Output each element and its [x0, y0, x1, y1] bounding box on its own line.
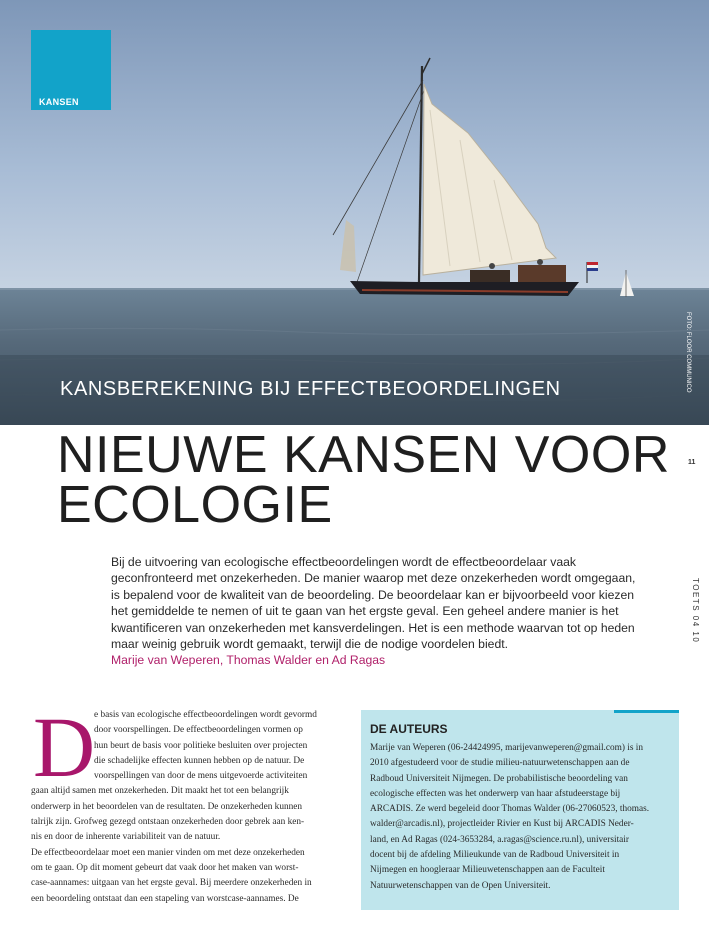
author-byline: Marije van Weperen, Thomas Walder en Ad Ragas: [111, 653, 386, 668]
article-kicker: KANSBEREKENING BIJ EFFECTBEOORDELINGEN: [60, 378, 561, 400]
body-column: [31, 708, 347, 907]
box-line: 2010 afgestudeerd voor de studie milieu-natuurwetenschappen aan de: [370, 758, 630, 769]
box-line: land, en Ad Ragas (024-3653284, a.ragas@science.ru.nl), universitair: [370, 834, 629, 845]
page-number: 11: [688, 459, 696, 466]
section-tag-label: KANSEN: [39, 97, 79, 107]
body-line: die schadelijke effecten kunnen hebben op de natuur. De: [94, 755, 305, 766]
box-line: ecologische effecten was het onderwerp van haar afstudeerstage bij: [370, 788, 621, 799]
drop-cap: D: [33, 699, 96, 795]
authors-box-title: DE AUTEURS: [370, 722, 448, 736]
box-line: Marije van Weperen (06-24424995, marijevanweperen@gmail.com) is in: [370, 743, 644, 753]
body-line: case-aannames: uitgaan van het ergste geval. Bij meerdere onzekerheden in: [31, 878, 312, 889]
box-line: docent bij de afdeling Milieukunde van de Radboud Universiteit in: [370, 850, 620, 861]
body-line: voorspellingen van door de mens uitgevoerde activiteiten: [94, 771, 308, 782]
headline-line-1: NIEUWE KANSEN VOOR: [57, 426, 670, 484]
section-tag: [31, 30, 111, 110]
article-headline: [57, 426, 670, 534]
body-line: onderwerp in het beoordelen van de resultaten. De onzekerheden kunnen: [31, 801, 303, 812]
body-line: een beoordeling ontstaat dan een stapeling van worstcase-aannames. De: [31, 893, 299, 904]
body-line: De effectbeoordelaar moet een manier vinden om met deze onzekerheden: [31, 847, 305, 858]
body-line: gaan altijd samen met onzekerheden. Dit maakt het tot een belangrijk: [31, 786, 289, 797]
intro-paragraph: [111, 554, 646, 669]
body-line: om te gaan. Op dit moment gebeurt dat vaak door het maken van worst-: [31, 862, 299, 873]
journal-label: [692, 578, 702, 668]
photo-credit-text: FOTO: FLOOR COMMUNICO: [685, 312, 691, 393]
intro-text: Bij de uitvoering van ecologische effectbeoordelingen wordt de effectbeoordelaar vaak geconfronteerd met onzekerheden. De manier waarop met deze onzekerheden wordt omgegaan, is bepalend voor de kwaliteit van de beoordeling. De beoordelaar kan er bijvoorbeeld voor kiezen het gemiddelde te nemen of uit te gaan van het ergste geval. Een geheel andere manier is het kwantificeren van onzekerheden met kansverdelingen. Het is een methode waarvan tot op heden maar weinig gebruik wordt gemaakt, terwijl die de nodige voordelen biedt.: [111, 555, 636, 652]
authors-box: [361, 710, 679, 910]
box-line: ARCADIS. Ze werd begeleid door Thomas Walder (06-27060523, thomas.: [370, 804, 650, 815]
headline-line-2: ECOLOGIE: [57, 476, 333, 534]
box-line: walder@arcadis.nl), projectleider Rivier en Kust bij ARCADIS Neder-: [370, 819, 634, 830]
body-line: talrijk zijn. Grofweg gezegd ontstaan onzekerheden door gebrek aan ken-: [31, 817, 305, 828]
box-line: Natuurwetenschappen van de Open Universiteit.: [370, 880, 551, 891]
box-line: Nijmegen en hoogleraar Milieuwetenschappen aan de Faculteit: [370, 865, 605, 876]
authors-box-text: [370, 741, 670, 894]
authors-box-accent: [614, 710, 679, 713]
journal-label-text: TOETS 04 10: [691, 578, 700, 644]
box-line: Radboud Universiteit Nijmegen. De probabilistische beoordeling van: [370, 773, 628, 784]
body-line: nis en door de inherente variabiliteit van de natuur.: [31, 832, 221, 843]
body-line: hun beurt de basis voor politieke besluiten over projecten: [94, 740, 308, 751]
body-line: e basis van ecologische effectbeoordelingen wordt gevormd: [94, 710, 317, 720]
photo-credit: [683, 312, 693, 422]
body-line: door voorspellingen. De effectbeoordelingen vormen op: [94, 725, 303, 736]
